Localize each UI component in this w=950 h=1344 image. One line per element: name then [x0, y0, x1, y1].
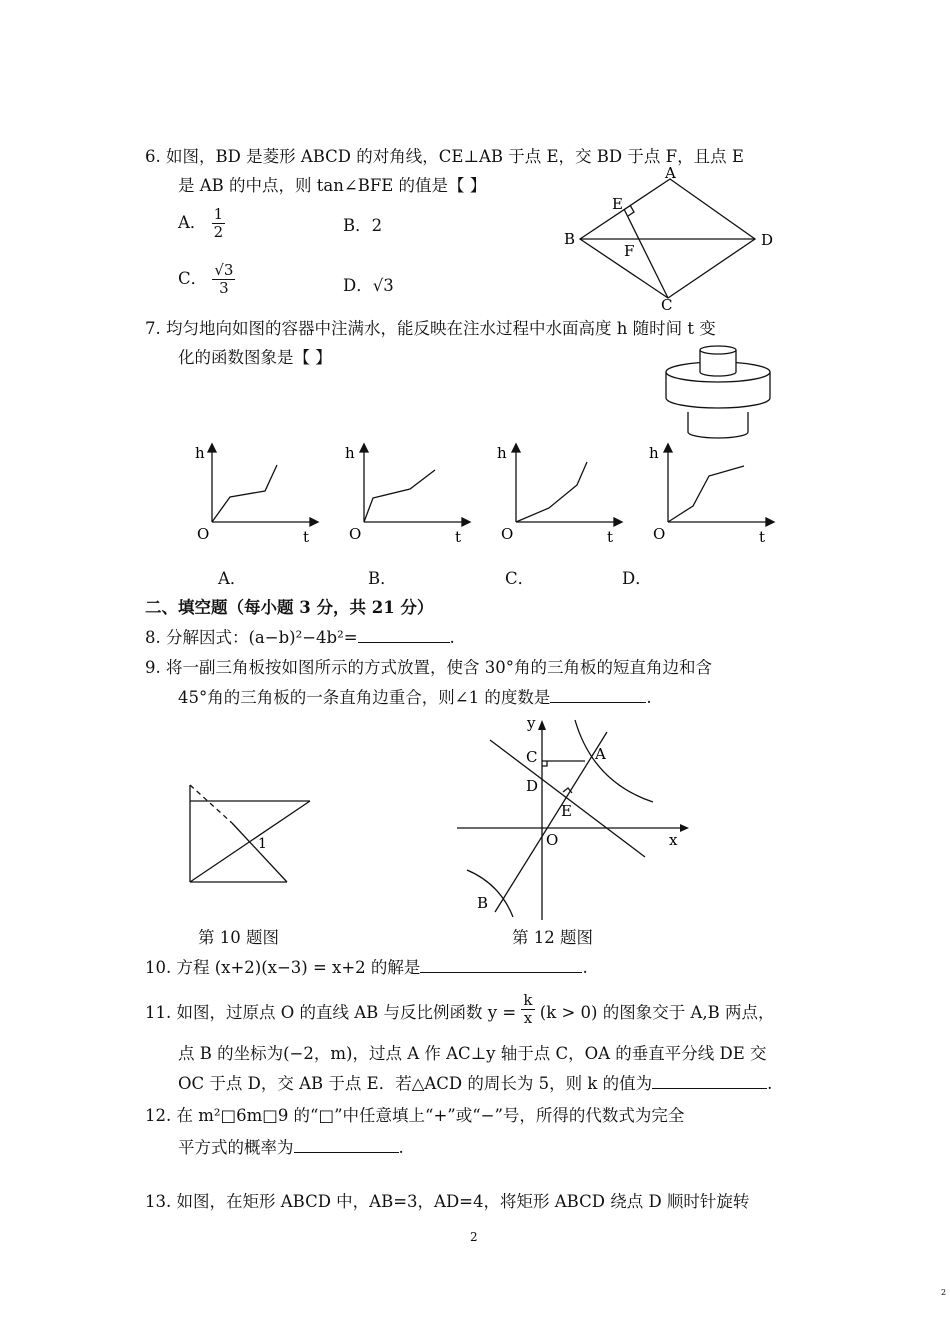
q12-end: .: [398, 1138, 404, 1157]
line-ab: [495, 732, 607, 912]
fig12-label-d: D: [526, 777, 539, 795]
graph-c-h-label: h: [497, 444, 507, 462]
graph-c-t-label: t: [607, 528, 614, 546]
right-angle-c: [542, 761, 547, 766]
q11-line2: 点 B 的坐标为(−2，m)，过点 A 作 AC⊥y 轴于点 C，OA 的垂直平分线 DE 交: [178, 1044, 767, 1063]
graph-b-curve: [364, 470, 435, 522]
graph-c-origin-label: O: [501, 525, 514, 543]
graph-b-t-label: t: [455, 528, 462, 546]
graph-d-t-label: t: [759, 528, 766, 546]
q6-line2: 是 AB 的中点，则 tan∠BFE 的值是【 】: [178, 176, 487, 195]
angle-1-label: 1: [258, 836, 267, 852]
q7-graph-a[interactable]: [185, 440, 325, 550]
fig12-label-o: O: [546, 831, 559, 849]
q12-line2-wrap: [178, 1137, 404, 1159]
q7-option-b[interactable]: B．: [368, 569, 397, 588]
q7-line1: 7. 均匀地向如图的容器中注满水，能反映在注水过程中水面高度 h 随时间 t 变: [145, 319, 716, 338]
top-cylinder-top: [700, 346, 736, 354]
q11-line3: OC 于点 D，交 AB 于点 E．若△ACD 的周长为 5，则 k 的值为: [178, 1074, 653, 1093]
q9-line1: 9. 将一副三角板按如图所示的方式放置，使含 30°角的三角板的短直角边和含: [145, 658, 712, 677]
page-number: 2: [470, 1230, 478, 1244]
section-title: 二、填空题（每小题 3 分，共 21 分）: [145, 598, 434, 617]
fig12-label-c: C: [526, 748, 538, 766]
q8: [145, 627, 455, 649]
q7-option-d[interactable]: D．: [622, 569, 652, 588]
graph-b-origin-label: O: [349, 525, 362, 543]
graph-d-curve: [668, 466, 744, 522]
q8-text: 8. 分解因式：(a−b)²−4b²=: [145, 628, 358, 647]
q8-end: .: [449, 628, 455, 647]
q6-rhombus-figure: [560, 165, 790, 310]
q6-option-c-numerator: √3: [214, 261, 234, 279]
q11-line1b: (k > 0) 的图象交于 A,B 两点，: [539, 1003, 775, 1022]
fig10-caption: 第 10 题图: [198, 928, 279, 947]
q6-option-a-denominator: 2: [213, 223, 224, 241]
fig12-x-label: x: [669, 831, 678, 849]
q11-line1: [145, 991, 775, 1027]
q6-option-c-fraction: [212, 262, 235, 297]
q10-text: 10. 方程 (x+2)(x−3) = x+2 的解是: [145, 958, 421, 977]
q6-option-a[interactable]: [178, 206, 225, 241]
label-f: F: [624, 242, 635, 260]
fig12-coordinate-figure: [455, 712, 700, 922]
graph-a-curve: [212, 465, 277, 522]
q12-line1: 12. 在 m²□6m□9 的“□”中任意填上“+”或“−”号，所得的代数式为完全: [145, 1106, 685, 1125]
graph-d-h-label: h: [649, 444, 659, 462]
label-b: B: [564, 230, 576, 248]
q9-answer-blank[interactable]: [550, 687, 646, 703]
graph-a-t-label: t: [303, 528, 310, 546]
fig12-caption: 第 12 题图: [512, 928, 593, 947]
fig10-triangles: [180, 775, 320, 895]
graph-a-h-label: h: [195, 444, 205, 462]
q13-line1: 13. 如图，在矩形 ABCD 中，AB=3，AD=4，将矩形 ABCD 绕点 D 顺时针旋转: [145, 1192, 750, 1211]
corner-mark: 2: [941, 1288, 947, 1297]
q6-option-b[interactable]: B．2: [343, 216, 383, 235]
q12-line2: 平方式的概率为: [178, 1138, 294, 1157]
bottom-cylinder: [688, 412, 748, 438]
q12-answer-blank[interactable]: [294, 1137, 399, 1153]
q6-option-a-numerator: 1: [213, 205, 224, 223]
q9-line2-wrap: [178, 687, 652, 709]
fig12-label-a: A: [595, 745, 606, 763]
q6-option-a-fraction: [212, 206, 226, 241]
q10-answer-blank[interactable]: [420, 957, 582, 973]
label-c: C: [661, 296, 673, 310]
label-a: A: [665, 165, 676, 182]
q10-end: .: [582, 958, 588, 977]
fig12-label-e: E: [561, 802, 572, 820]
q8-answer-blank[interactable]: [358, 627, 450, 643]
q6-option-c-denominator: 3: [219, 279, 229, 297]
q6-option-d[interactable]: D．√3: [343, 276, 394, 295]
fig12-y-label: y: [527, 714, 536, 732]
label-d: D: [761, 231, 774, 249]
q6-option-a-label: A．: [178, 213, 207, 232]
q11-fraction: [521, 992, 534, 1027]
q7-graph-c[interactable]: [489, 440, 629, 550]
q11-line1a: 11. 如图，过原点 O 的直线 AB 与反比例函数 y =: [145, 1003, 517, 1022]
q7-graph-b[interactable]: [337, 440, 477, 550]
q11-end: .: [767, 1074, 773, 1093]
graph-b-h-label: h: [345, 444, 355, 462]
q7-graph-d[interactable]: [641, 440, 781, 550]
q6-line1: 6. 如图，BD 是菱形 ABCD 的对角线，CE⊥AB 于点 E，交 BD 于点 F，且点 E: [145, 147, 744, 166]
q11-line3-wrap: [178, 1073, 772, 1095]
hyperbola-upper-branch: [575, 720, 653, 802]
q9-end: .: [646, 688, 652, 707]
container-figure: [660, 342, 775, 442]
q11-fraction-numerator: k: [523, 991, 533, 1009]
graph-c-curve: [516, 462, 587, 522]
q7-option-a[interactable]: A．: [218, 569, 247, 588]
q11-answer-blank[interactable]: [652, 1073, 767, 1089]
q6-option-c-label: C．: [178, 269, 208, 288]
q6-option-c[interactable]: [178, 262, 235, 297]
q10: [145, 957, 588, 979]
q7-line2: 化的函数图象是【 】: [178, 348, 332, 367]
right-angle-e: [563, 788, 572, 793]
fig12-label-b: B: [477, 894, 489, 912]
label-e: E: [612, 195, 623, 213]
line-de: [490, 740, 645, 857]
graph-d-origin-label: O: [653, 525, 666, 543]
graph-a-origin-label: O: [197, 525, 210, 543]
q11-fraction-denominator: x: [523, 1009, 533, 1027]
q9-line2: 45°角的三角板的一条直角边重合，则∠1 的度数是: [178, 688, 551, 707]
q7-option-c[interactable]: C．: [505, 569, 535, 588]
